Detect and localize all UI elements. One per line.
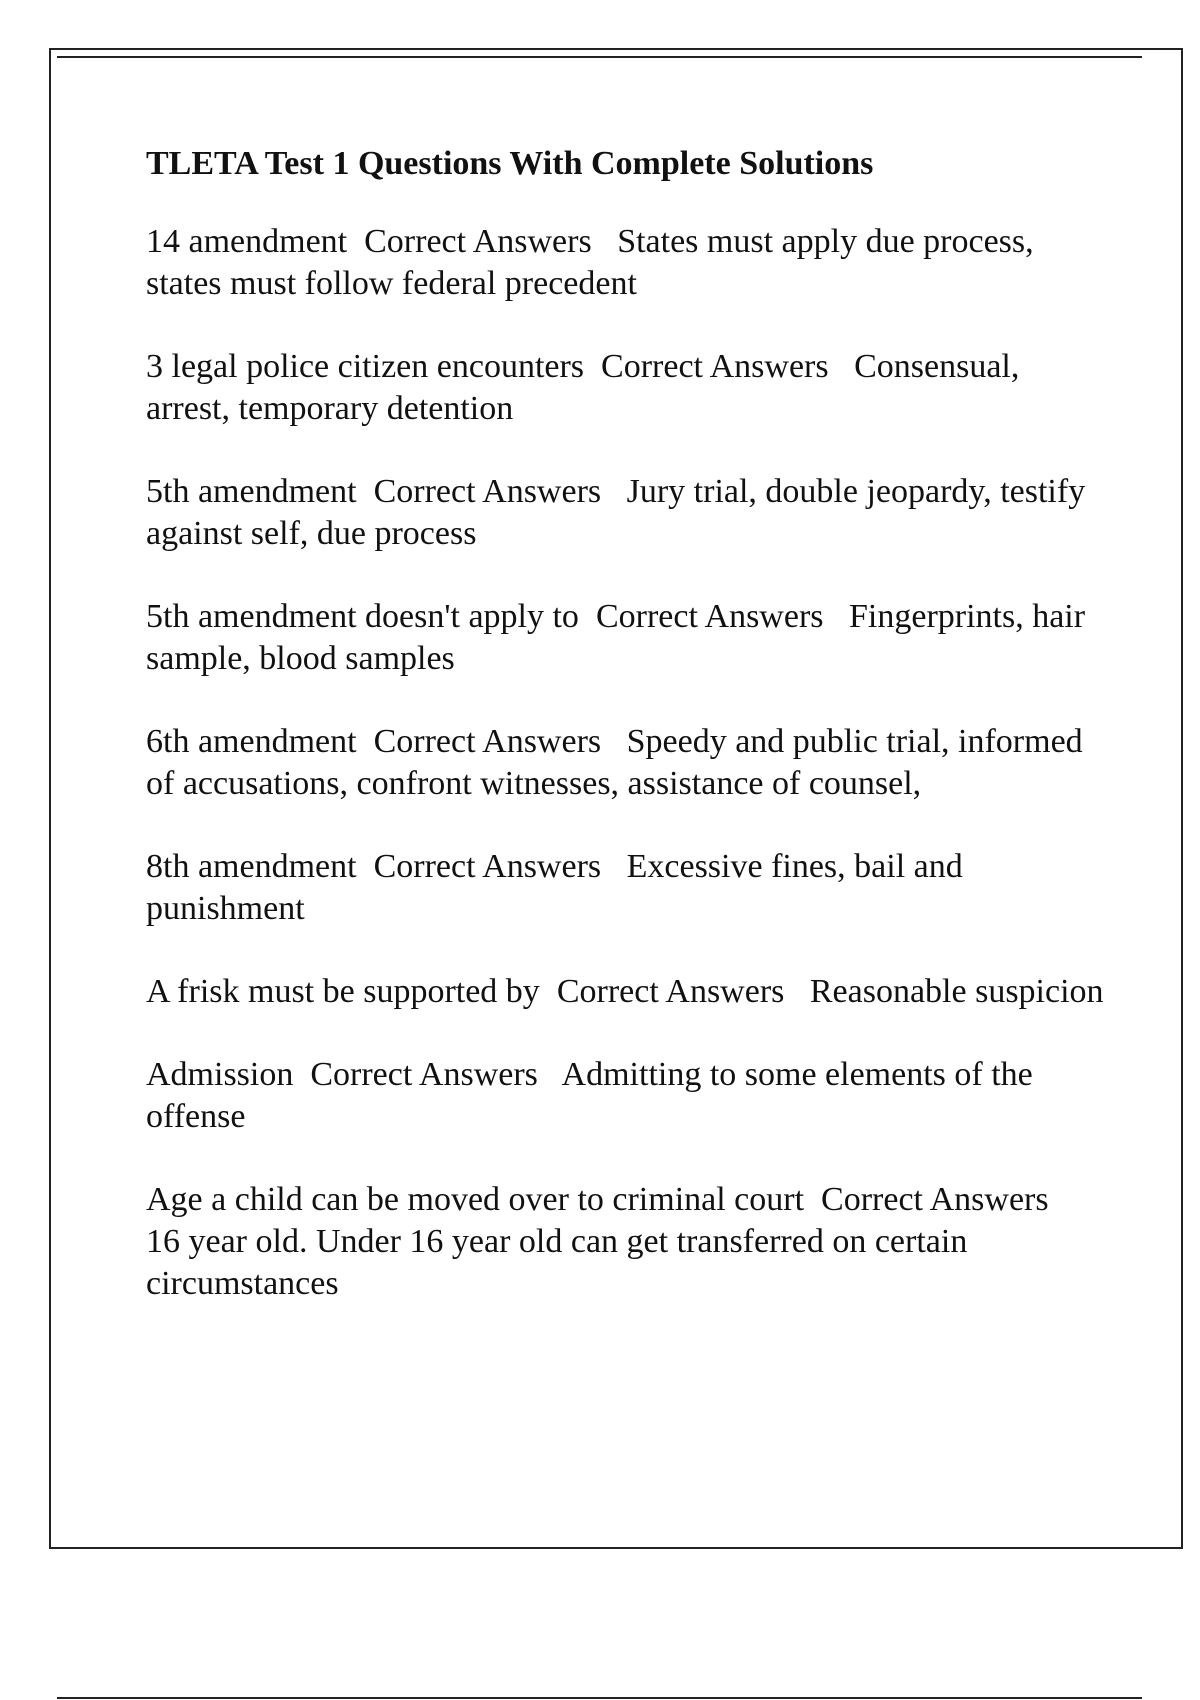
question-text: 6th amendment [146, 723, 357, 760]
answer-text: States must apply due process, states must follow federal precedent [146, 223, 1043, 302]
answer-text: 16 year old. Under 16 year old can get transferred on certain circumstances [146, 1223, 976, 1302]
question-text: Admission [146, 1056, 294, 1093]
qa-item [146, 1054, 1106, 1138]
question-text: 5th amendment doesn't apply to [146, 598, 579, 635]
qa-item [146, 471, 1106, 555]
answer-separator: Correct Answers [365, 848, 619, 885]
question-text: 5th amendment [146, 473, 357, 510]
document-title: TLETA Test 1 Questions With Complete Solutions [146, 145, 874, 182]
question-text: Age a child can be moved over to criminal court [146, 1181, 805, 1218]
answer-separator: Correct Answers [365, 473, 619, 510]
answer-separator: Correct Answers [548, 973, 802, 1010]
answer-text: Jury trial, double jeopardy, testify against self, due process [146, 473, 1094, 552]
footer-rule [57, 1697, 1142, 1699]
answer-separator: Correct Answers [812, 1181, 1066, 1218]
answer-text: Admitting to some elements of the offense [146, 1056, 1042, 1135]
document-body [146, 142, 1106, 1346]
qa-item [146, 1179, 1106, 1305]
header-rule [57, 56, 1142, 58]
qa-item [146, 346, 1106, 430]
answer-separator: Correct Answers [592, 348, 846, 385]
answer-text: Excessive fines, bail and punishment [146, 848, 972, 927]
qa-item [146, 721, 1106, 805]
qa-item [146, 221, 1106, 305]
question-text: 14 amendment [146, 223, 348, 260]
answer-separator: Correct Answers [301, 1056, 555, 1093]
answer-text: Speedy and public trial, informed of accusations, confront witnesses, assistance of counsel, [146, 723, 1092, 802]
question-text: 3 legal police citizen encounters [146, 348, 585, 385]
qa-item [146, 971, 1106, 1013]
answer-text: Fingerprints, hair sample, blood samples [146, 598, 1094, 677]
question-text: 8th amendment [146, 848, 357, 885]
qa-item [146, 596, 1106, 680]
answer-text: Consensual, arrest, temporary detention [146, 348, 1028, 427]
answer-text: Reasonable suspicion [809, 973, 1104, 1010]
answer-separator: Correct Answers [365, 723, 619, 760]
answer-separator: Correct Answers [587, 598, 841, 635]
qa-item [146, 846, 1106, 930]
answer-separator: Correct Answers [355, 223, 609, 260]
question-text: A frisk must be supported by [146, 973, 540, 1010]
